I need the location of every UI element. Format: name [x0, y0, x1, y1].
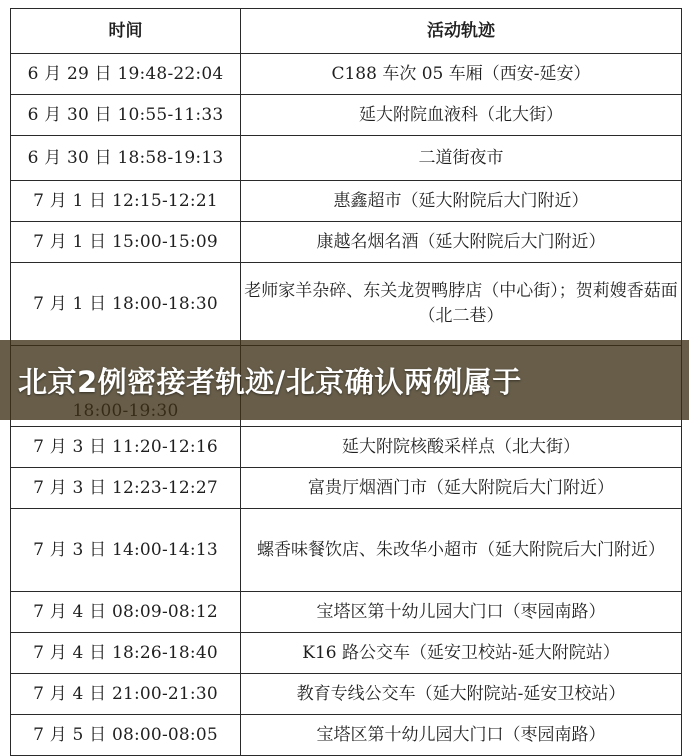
table-row	[11, 222, 682, 263]
time-cell: 7 月 5 日 08:00-08:05	[11, 715, 241, 756]
time-cell: 6 月 30 日 10:55-11:33	[11, 95, 241, 136]
table-row	[11, 468, 682, 509]
activity-cell: 螺香味餐饮店、朱改华小超市（延大附院后大门附近）	[241, 509, 682, 592]
activity-cell: 惠鑫超市（延大附院后大门附近）	[241, 181, 682, 222]
time-cell: 6 月 29 日 19:48-22:04	[11, 54, 241, 95]
activity-cell: 老师家羊杂碎、东关龙贺鸭脖店（中心街）；贺莉嫂香菇面（北二巷）	[241, 263, 682, 346]
table-row	[11, 427, 682, 468]
activity-cell: C188 车次 05 车厢（西安-延安）	[241, 54, 682, 95]
activity-cell: 宝塔区第十幼儿园大门口（枣园南路）	[241, 715, 682, 756]
table-header-row	[11, 9, 682, 54]
time-cell: 7 月 4 日 21:00-21:30	[11, 674, 241, 715]
table-row	[11, 592, 682, 633]
activity-cell: 延大附院核酸采样点（北大街）	[241, 427, 682, 468]
header-activity: 活动轨迹	[241, 9, 682, 54]
headline-title: 北京2例密接者轨迹/北京确认两例属于	[18, 364, 522, 399]
table-row	[11, 263, 682, 346]
time-cell: 7 月 3 日 14:00-14:13	[11, 509, 241, 592]
table-row	[11, 95, 682, 136]
table-row	[11, 136, 682, 181]
activity-cell: 康越名烟名酒（延大附院后大门附近）	[241, 222, 682, 263]
table-row	[11, 181, 682, 222]
table-row	[11, 509, 682, 592]
time-cell: 6 月 30 日 18:58-19:13	[11, 136, 241, 181]
time-cell: 7 月 4 日 18:26-18:40	[11, 633, 241, 674]
time-cell: 7 月 1 日 12:15-12:21	[11, 181, 241, 222]
activity-cell: 延大附院血液科（北大街）	[241, 95, 682, 136]
table-row	[11, 674, 682, 715]
table-row	[11, 715, 682, 756]
time-cell: 7 月 4 日 08:09-08:12	[11, 592, 241, 633]
activity-cell: 富贵厅烟酒门市（延大附院后大门附近）	[241, 468, 682, 509]
time-cell: 7 月 3 日 11:20-12:16	[11, 427, 241, 468]
time-cell: 7 月 1 日 18:00-18:30	[11, 263, 241, 346]
table-row	[11, 633, 682, 674]
activity-cell: 宝塔区第十幼儿园大门口（枣园南路）	[241, 592, 682, 633]
headline-banner	[0, 340, 689, 420]
activity-cell: K16 路公交车（延安卫校站-延大附院站）	[241, 633, 682, 674]
activity-cell: 教育专线公交车（延大附院站-延安卫校站）	[241, 674, 682, 715]
table-row	[11, 54, 682, 95]
activity-cell: 二道街夜市	[241, 136, 682, 181]
time-cell: 7 月 1 日 15:00-15:09	[11, 222, 241, 263]
time-cell: 7 月 3 日 12:23-12:27	[11, 468, 241, 509]
header-time: 时间	[11, 9, 241, 54]
